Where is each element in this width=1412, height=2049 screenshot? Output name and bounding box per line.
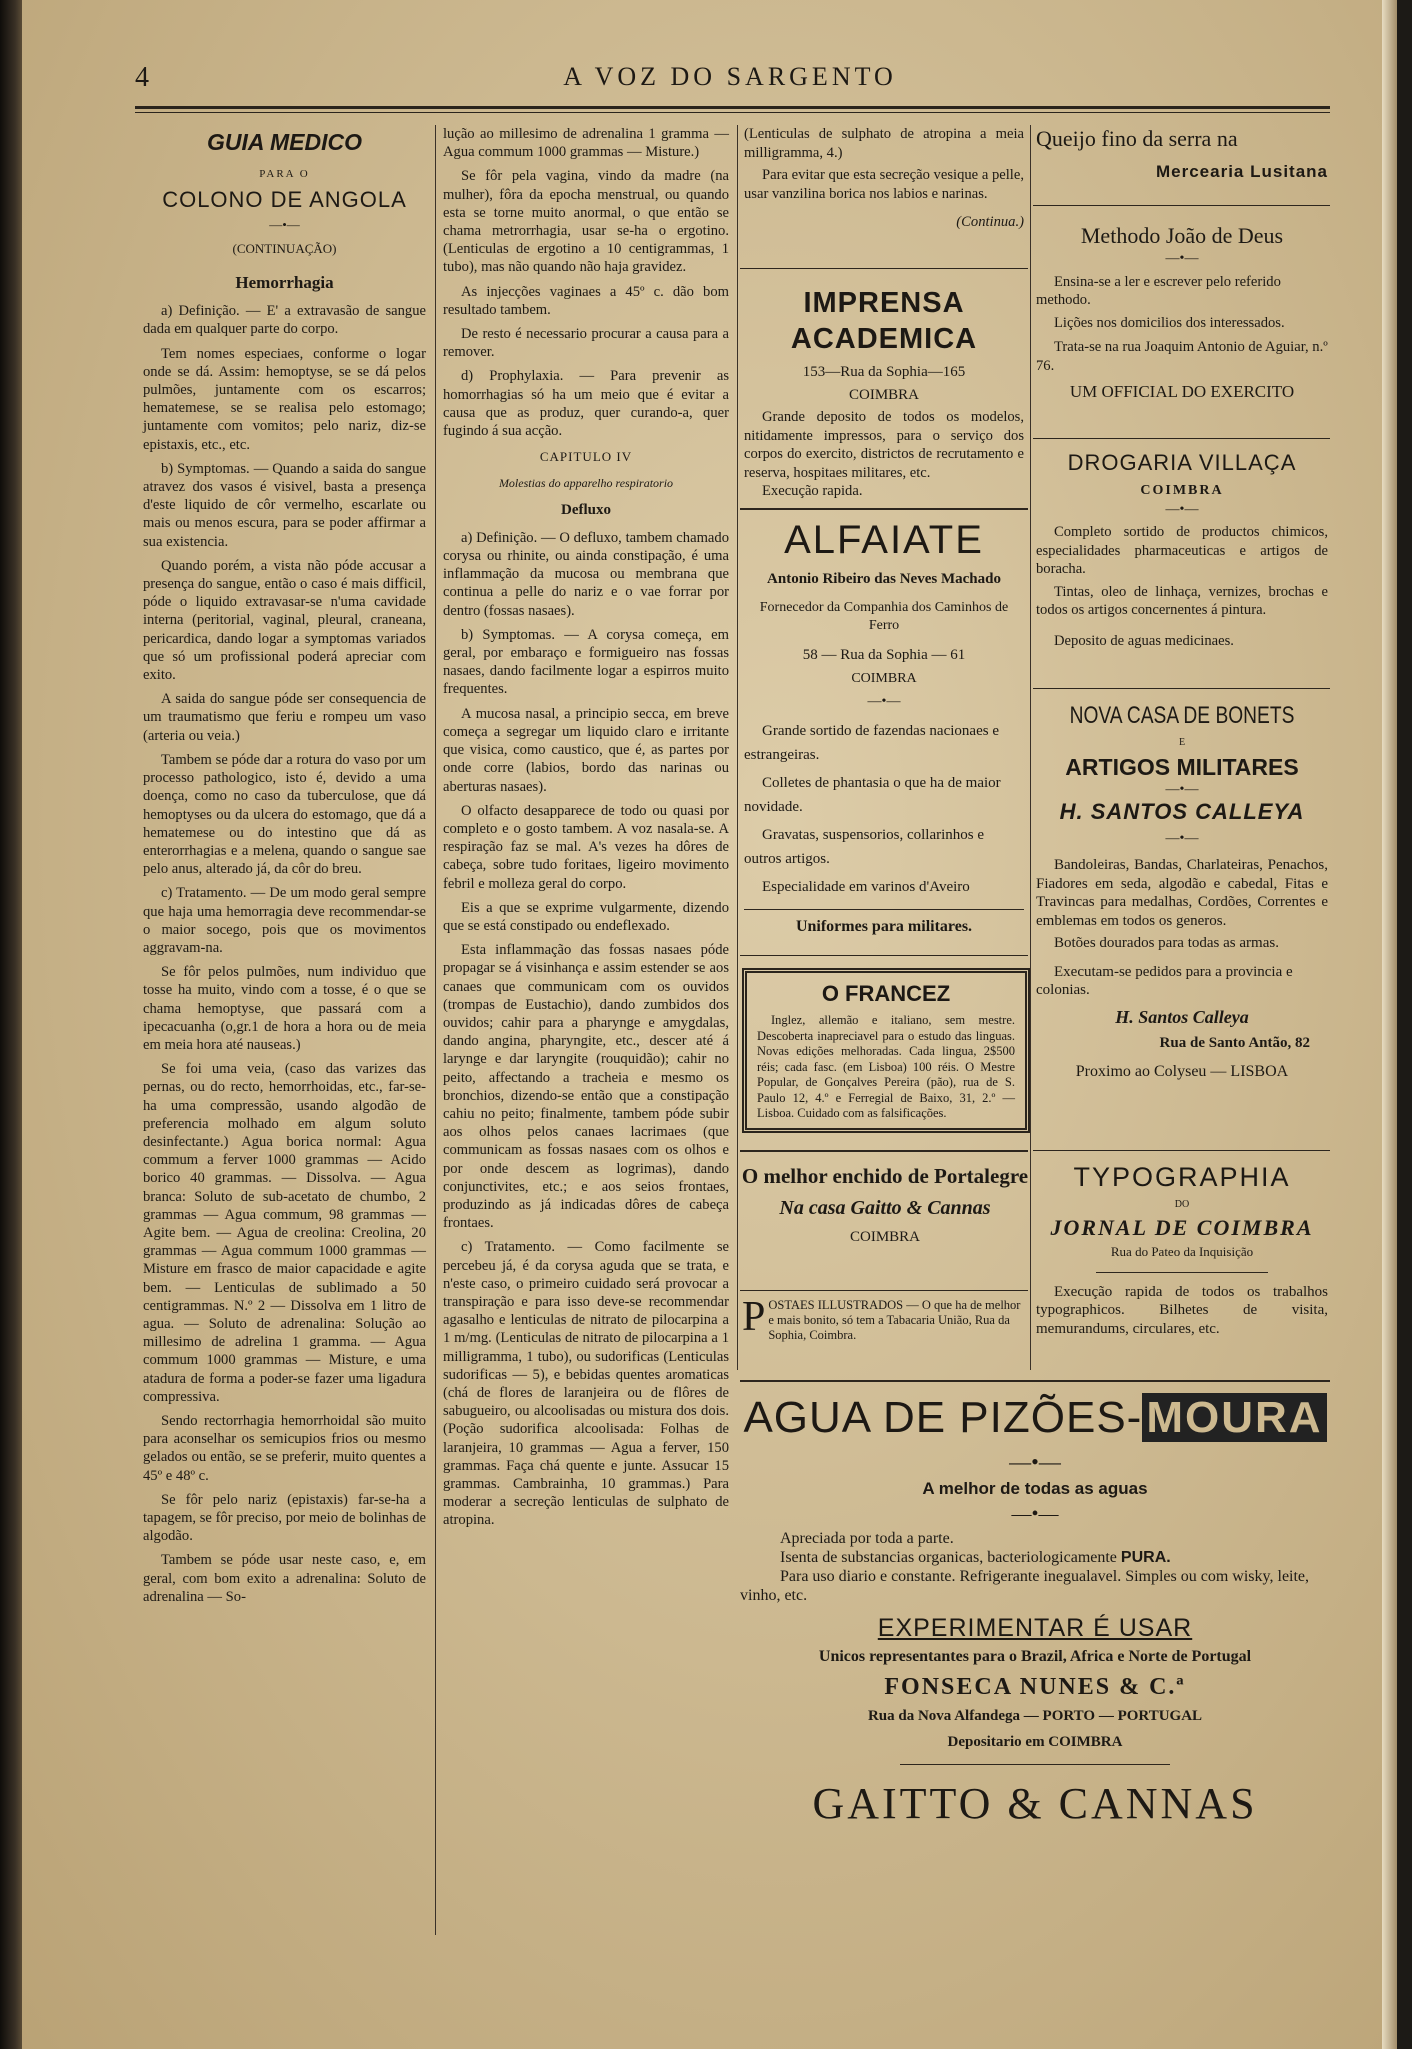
paragraph: a) Definição. — O defluxo, tambem chamado corysa ou rhinite, ou ainda constipação, é uma inflammação da mucosa ou membrana que continua a pelle do nariz e o vae forrar por dentro (fossas nasaes). — [443, 529, 729, 619]
alfaiate-name: Antonio Ribeiro das Neves Machado — [767, 571, 1001, 587]
guia-medico-column-2 — [443, 125, 729, 1536]
postaes-ad — [742, 1294, 1024, 1343]
ornament: —•— — [1165, 830, 1199, 846]
postaes-text: OSTAES ILLUSTRADOS — O que ha de melhor e mais bonito, só tem a Tabacaria União, Rua da Sophia, Coimbra. — [768, 1298, 1021, 1342]
ornament: —•— — [1165, 781, 1199, 797]
alfaiate-uniformes: Uniformes para militares. — [795, 918, 973, 935]
agua-title-row — [740, 1392, 1330, 1444]
methodo-line: Trata-se na rua Joaquim Antonio de Aguiar, n.º 76. — [1036, 339, 1328, 374]
drogaria-title: DROGARIA VILLAÇA — [1067, 450, 1297, 475]
alfaiate-fornecedor: Fornecedor da Companhia dos Caminhos de Ferro — [759, 599, 1009, 633]
paragraph: Se foi uma veia, (caso das varizes das pernas, ou do recto, hemorrhoidas, etc., far-se-ha uma compressão, usando algodão de preferencia molhado em algum soluto desinfectante.) Agua borica normal: Agua commum a ferver 1000 grammas — Acido borico 40 grammas. — Dissolva. — Agua branca: Soluto de sub-acetato de chumbo, 2 grammas — Agua commum, 98 grammas — Agite bem. — Agua de creolina: Creolina, 20 grammas — Agua commum 1000 grammas — Misture em frasco de maior capacidade e agite bem. — Lenticulas de sublimado a 50 centigrammas. N.º 2 — Dissolva em 1 litro de agua. — Soluto de adrenalina: Solução ao millesimo de adrelina 1 gramma. — Agua commum 1000 grammas — Misture, e uma atadura de forma a poder-se fazer uma ligadura compressiva. — [143, 1061, 426, 1405]
typographia-title: TYPOGRAPHIA — [1073, 1162, 1291, 1192]
queijo-mercearia: Mercearia Lusitana — [1155, 162, 1328, 181]
paragraph: Se fôr pelo nariz (epistaxis) far-se-ha a tapagem, se fôr preciso, por meio de bolinhas de algodão. — [143, 1491, 426, 1545]
column-divider — [737, 125, 738, 1370]
page-edge — [1382, 0, 1397, 2049]
drogaria-ad — [1036, 448, 1328, 654]
methodo-official: UM OFFICIAL DO EXERCITO — [1069, 382, 1295, 401]
header-rule — [135, 106, 1330, 109]
divider — [740, 508, 1028, 510]
agua-pura: PURA. — [1120, 1549, 1171, 1566]
alfaiate-city: COIMBRA — [851, 671, 917, 686]
paragraph: Eis a que se exprime vulgarmente, dizendo que se está constipado ou endeflexado. — [443, 899, 729, 934]
paragraph: Se fôr pelos pulmões, num individuo que tosse ha muito, vindo com a tosse, é o que se chama hemoptyse, que passará com a ipecacuanha (o,gr.1 de hora a hora ou de meia em meia hora até nauseas.) — [143, 964, 426, 1053]
francez-title: O FRANCEZ — [821, 981, 951, 1006]
agua-gaitto: GAITTO & CANNAS — [812, 1778, 1258, 1828]
bonets-e: E — [1178, 737, 1186, 748]
alfaiate-line: Especialidade em varinos d'Aveiro — [762, 879, 970, 895]
guia-para: PARA O — [259, 168, 310, 181]
paragraph: a) Definição. — E' a extravasão de sangue dada em qualquer parte do corpo. — [143, 303, 426, 338]
imprensa-city: COIMBRA — [848, 386, 919, 403]
ornament: —•— — [1011, 1502, 1059, 1525]
paragraph: (Lenticulas de sulphato de atropina a meia milligramma, 4.) — [744, 126, 1024, 161]
column-divider — [1030, 125, 1031, 1370]
alfaiate-line: Gravatas, suspensorios, collarinhos e outros artigos. — [744, 827, 985, 867]
bonets-ad — [1036, 700, 1328, 1081]
agua-rua: Rua da Nova Alfandega — PORTO — PORTUGAL — [867, 1707, 1203, 1724]
imprensa-address: 153—Rua da Sophia—165 — [802, 364, 966, 380]
agua-line3: Para uso diario e constante. Refrigerante inegualavel. Simples ou com wisky, leite, vinho, etc. — [740, 1568, 1310, 1604]
guia-title: GUIA MEDICO — [206, 129, 363, 155]
enchido-casa: Na casa Gaitto & Cannas — [779, 1197, 991, 1219]
imprensa-ad — [744, 285, 1024, 501]
methodo-ad — [1036, 222, 1328, 402]
guia-continuacao: (CONTINUAÇÃO) — [232, 240, 337, 256]
ornament: —•— — [867, 693, 901, 709]
paragraph: Se fôr pela vagina, vindo da madre (na mulher), fôra da epocha menstrual, ou quando esta se torne muito anormal, o que então se chama metrorrhagia, usar se-ha o ergotino. (Lenticulas de ergotino a 10 centigrammas, 1 tubo), mas não quando não haja gravidez. — [443, 168, 729, 276]
divider — [740, 1290, 1028, 1291]
divider — [1033, 688, 1330, 689]
chapter-subtitle: Molestias do apparelho respiratorio — [498, 476, 674, 491]
enchido-ad — [740, 1162, 1030, 1247]
paragraph: As injecções vaginaes a 45º c. dão bom resultado tambem. — [443, 283, 729, 318]
typographia-jornal: JORNAL DE COIMBRA — [1050, 1214, 1314, 1240]
francez-ad — [742, 968, 1030, 1133]
alfaiate-title: ALFAIATE — [784, 518, 984, 562]
enchido-city: COIMBRA — [849, 1229, 920, 1245]
header-rule-thin — [135, 112, 1330, 113]
paragraph: Esta inflammação das fossas nasaes póde propagar se á visinhança e assim estender se aos canaes que communicam com os ouvidos (trompas de Eustachio), dando zumbidos dos ouvidos; cahir para a pharynge e amygdalas, dando angina, pharyngite, etc., descer até á larynge e dar laryngite (rouquidão); cahir no peito, affectando a tracheia e mesmo os bronchios, dizendo-se então que a constipação cahiu no peito; finalmente, tambem póde subir aos olhos pelos canaes lacrimaes (que communicam as fossas nasaes com os olhos e por onde descem as logrimas), dando conjunctivites, etc.; e aos seios frontaes, produzindo as já indicadas dôres de cabeça frontaes. — [443, 942, 729, 1232]
section-heading: Hemorrhagia — [235, 273, 334, 293]
drogaria-line: Completo sortido de productos chimicos, especialidades pharmaceuticas e artigos de boracha. — [1036, 524, 1328, 577]
page-number: 4 — [135, 62, 149, 93]
guia-medico-column-1 — [143, 125, 426, 1612]
ornament: —•— — [1165, 251, 1199, 266]
divider — [740, 1380, 1330, 1382]
postaes-initial: P — [742, 1294, 766, 1340]
methodo-line: Lições nos domicilios dos interessados. — [1054, 314, 1285, 331]
typographia-text: Execução rapida de todos os trabalhos typographicos. Bilhetes de visita, memurandums, circulares, etc. — [1036, 1283, 1328, 1337]
agua-line2 — [740, 1548, 1330, 1567]
paragraph: Para evitar que esta secreção vesique a pelle, usar vanzilina borica nos labios e narinas. — [744, 167, 1024, 202]
paragraph: Tem nomes especiaes, conforme o logar onde se dá. Assim: hemoptyse, se se dá pelos pulmões, juntamente com os escarros; hematemese, se se realisa pelo estomago; juntamente com vomitos; pelo nariz, diz-se epistaxis, etc., etc. — [143, 345, 426, 453]
divider — [1033, 438, 1330, 439]
masthead: A VOZ DO SARGENTO — [563, 62, 897, 91]
paragraph: b) Symptomas. — A corysa começa, em geral, por embaraço e formigueiro nas fossas nasaes, dando facilmente logar a espirros muito frequentes. — [443, 626, 729, 698]
queijo-ad — [1036, 125, 1328, 182]
agua-subtitle: A melhor de todas as aguas — [922, 1479, 1148, 1498]
guia-column-3 — [744, 125, 1024, 236]
divider — [740, 268, 1028, 269]
paragraph: c) Tratamento. — De um modo geral sempre que haja uma hemorragia deve recommendar-se o maior socego, pois que os movimentos aggravam-na. — [143, 885, 426, 956]
chapter-heading: CAPITULO IV — [539, 449, 633, 465]
column-divider — [435, 125, 436, 1935]
imprensa-title: IMPRENSA ACADEMICA — [790, 287, 978, 355]
divider — [1033, 1150, 1330, 1151]
divider — [740, 955, 1028, 956]
agua-moura: MOURA — [1142, 1393, 1326, 1442]
drogaria-line: Tintas, oleo de linhaça, vernizes, brochas e todos os artigos concernentes á pintura. — [1036, 583, 1328, 618]
divider — [1033, 205, 1330, 206]
paragraph: Quando porém, a vista não póde accusar a presença do sangue, então o caso é mais difficil, póde o liquido extravasar-se n'uma cavidade interna (peritorial, vaginal, pleural, craneana, pericardica, dando logar a symptomas variados que só um profissional poderá apreciar com exito. — [143, 557, 426, 684]
divider — [740, 1150, 1028, 1152]
paragraph: d) Prophylaxia. — Para prevenir as homorrhagias só ha um meio que é evitar a causa que as produz, quer curando-a, quer fugindo á sua acção. — [443, 368, 729, 440]
bonets-text: Bandoleiras, Bandas, Charlateiras, Penachos, Fiadores em seda, algodão e cabedal, Fitas e Travincas para medalhas, Cordões, Correntes e emblemas em todos os generos. — [1036, 857, 1328, 929]
methodo-line: Ensina-se a ler e escrever pelo referido methodo. — [1036, 273, 1281, 308]
alfaiate-address: 58 — Rua da Sophia — 61 — [802, 646, 966, 663]
bonets-botoes: Botões dourados para todas as armas. — [1054, 935, 1279, 951]
paragraph: De resto é necessario procurar a causa para a remover. — [443, 326, 729, 361]
paragraph: A saida do sangue póde ser consequencia de um traumatismo que feriu e rompeu um vaso (arteria ou veia.) — [143, 691, 426, 744]
paragraph: O olfacto desapparece de todo ou quasi por completo e o gosto tambem. A voz nasala-se. A respiração faz se mal. A's vezes ha dôres de cabeça, sobre tudo foritaes, ligeiro movimento febril e molleza geral do corpo. — [443, 802, 729, 892]
bonets-sign: H. Santos Calleya — [1115, 1006, 1249, 1027]
imprensa-execucao: Execução rapida. — [762, 483, 863, 499]
drogaria-city: COIMBRA — [1140, 483, 1224, 498]
bonets-executam: Executam-se pedidos para a provincia e colonias. — [1036, 963, 1293, 998]
bonets-title: NOVA CASA DE BONETS — [1069, 702, 1295, 729]
agua-fonseca: FONSECA NUNES & C.ª — [884, 1674, 1186, 1700]
bonets-proximo: Proximo ao Colyseu — LISBOA — [1075, 1062, 1289, 1080]
bonets-owner: H. SANTOS CALLEYA — [1059, 799, 1305, 824]
enchido-title: O melhor enchido de Portalegre — [741, 1164, 1029, 1188]
agua-ad — [740, 1392, 1330, 1829]
guia-colono: COLONO DE ANGOLA — [162, 187, 407, 213]
paragraph: lução ao millesimo de adrenalina 1 gramma — Agua commum 1000 grammas — Misture.) — [443, 126, 729, 161]
agua-experimentar: EXPERIMENTAR É USAR — [877, 1614, 1193, 1642]
paragraph: c) Tratamento. — Como facilmente se percebeu já, é da corysa aguda que se trata, e n'este caso, o primeiro cuidado será provocar a transpiração e para isso deve-se recommendar agasalho e lenticulas de nitrato de pilocarpina a 1 m/mg. (Lenticulas de nitrato de pilocarpina a 1 milligramma, 1 tubo), ou sudorificas (Lenticulas sudorificas — 5), e bebidas quentes aromaticas (chá de flores de laranjeira ou de flôres de sabugueiro, ou alcoolisadas ou mistura dos dois. (Poção sudorifica alcoolisada: Folhas de laranjeira, 10 grammas — Agua a ferver, 150 grammas. Faça chá quente e junte. Assucar 15 grammas. Cambrainha, 10 grammas.) Para moderar a secreção lenticulas de sulphato de atropina. — [443, 1239, 729, 1529]
agua-line2a: Isenta de substancias organicas, bacteriologicamente — [780, 1549, 1121, 1566]
alfaiate-line: Grande sortido de fazendas nacionaes e estrangeiras. — [744, 723, 999, 763]
imprensa-text: Grande deposito de todos os modelos, nitidamente impressos, para o serviço dos corpos do exercito, districtos de recrutamento e reserva, hospitaes militares, etc. — [744, 409, 1024, 481]
section-heading: Defluxo — [561, 501, 611, 518]
bonets-artigos: ARTIGOS MILITARES — [1065, 753, 1299, 780]
paragraph: Tambem se póde dar a rotura do vaso por um processo pathologico, isto é, devido a uma doença, como no caso da tuberculose, que dá hemoptyses ou da ulcera do estomago, que dá a hematemese ou do intestino que dá as enterorrhagias e a melena, quando o sangue sae pelo anus, alterado já, da côr do breu. — [143, 751, 426, 878]
drogaria-deposito: Deposito de aguas medicinaes. — [1054, 632, 1234, 649]
ornament: —•— — [269, 216, 300, 232]
typographia-address: Rua do Pateo da Inquisição — [1110, 1244, 1254, 1259]
alfaiate-line: Colletes de phantasia o que ha de maior novidade. — [744, 775, 1001, 815]
typographia-do: DO — [1174, 1199, 1190, 1210]
agua-line1: Apreciada por toda a parte. — [780, 1530, 954, 1547]
agua-title: AGUA DE PIZÕES- — [743, 1393, 1143, 1442]
paragraph: b) Symptomas. — Quando a saida do sangue atravez dos vasos é visivel, basta a presença d'este liquido de côr vermelho, escarlate ou mais ou menos escura, para se poder affirmar a sua existencia. — [143, 460, 426, 550]
alfaiate-ad — [744, 516, 1024, 937]
ornament: —•— — [1165, 501, 1199, 517]
continua-note: (Continua.) — [956, 214, 1024, 230]
book-binding — [0, 0, 22, 2049]
bonets-address: Rua de Santo Antão, 82 — [1159, 1035, 1310, 1051]
ornament: —•— — [1009, 1449, 1061, 1474]
paragraph: A mucosa nasal, a principio secca, em breve começa a segregar um liquido claro e irritante que visica, como caustico, que é, as partes por onde corre (labios, bordo das narinas ou aberturas nasaes). — [443, 705, 729, 795]
paragraph: Sendo rectorrhagia hemorrhoidal são muito para aconselhar os semicupios frios ou mesmo gelados ou então, se se preferir, muito quentes a 45º e 48º c. — [143, 1413, 426, 1484]
methodo-title: Methodo João de Deus — [1080, 223, 1284, 248]
queijo-title: Queijo fino da serra na — [1036, 126, 1238, 151]
francez-text: Inglez, allemão e italiano, sem mestre. Descoberta inapreciavel para o estudo das linguas. Novas edições melhoradas. Cada lingua, 2$500 réis; cada fasc. (em Lisboa) 100 réis. O Mestre Popular, de Gonçalves Pereira (pão), rua de S. Paulo 12, 4.º e Ferregial de Baixo, 31, 2.º — Lisboa. Cuidado com as falsificações. — [757, 1013, 1015, 1120]
typographia-ad — [1036, 1160, 1328, 1342]
paragraph: Tambem se póde usar neste caso, e, em geral, com bom exito a adrenalina: Soluto de adrenalina — So- — [143, 1552, 426, 1605]
agua-depositario: Depositario em COIMBRA — [947, 1734, 1123, 1750]
agua-unicos: Unicos representantes para o Brazil, Africa e Norte de Portugal — [818, 1647, 1252, 1665]
